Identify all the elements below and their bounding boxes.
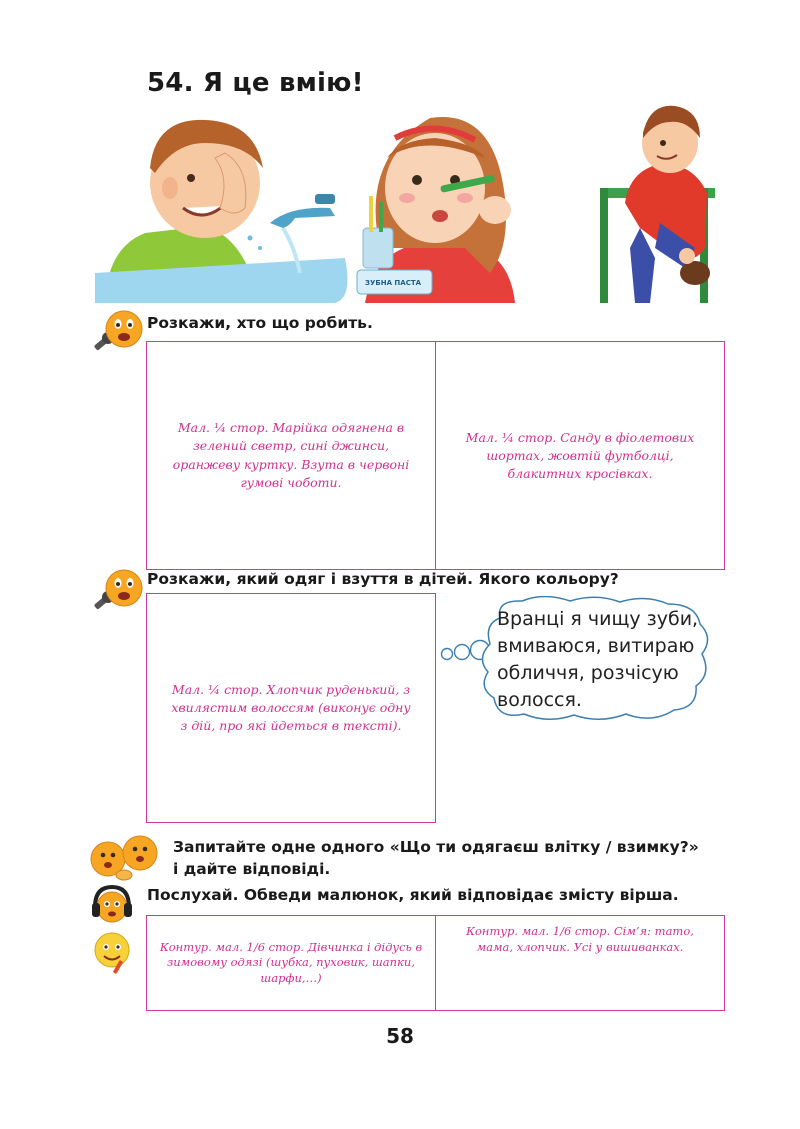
section3-line-2: і дайте відповіді. (173, 860, 331, 878)
thought-line-4: волосся. (497, 689, 582, 711)
speaking-emoji-icon (88, 307, 144, 363)
boy-putting-on-shoe-figure (600, 106, 715, 303)
placeholder-box-bottom-left (146, 915, 436, 1011)
thought-line-3: обличчя, розчісую (497, 662, 679, 684)
headphones-emoji-icon (90, 883, 134, 927)
thought-line-2: вмиваюся, витираю (497, 635, 695, 657)
page-number: 58 (386, 1024, 414, 1048)
placeholder-note: Мал. ¼ стор. Марійка одягнена в зелений светр, сині джинси, оранжеву куртку. Взута в червоні гумові чоботи. (172, 420, 410, 490)
toothpaste-label: ЗУБНА ПАСТА (365, 279, 422, 287)
speaking-emoji-icon (88, 566, 144, 622)
section4-heading: Послухай. Обведи малюнок, який відповідає змісту вірша. (147, 886, 679, 904)
placeholder-box-top-right (435, 341, 725, 570)
placeholder-note: Мал. ¼ стор. Санду в фіолетових шортах, жовтій футболці, блакитних кросівках. (465, 430, 695, 482)
placeholder-box-bottom-right (435, 915, 725, 1011)
placeholder-note: Мал. ¼ стор. Хлопчик руденький, з хвилястим волоссям (виконує одну з дій, про які йдеться в тексті). (171, 681, 411, 734)
drawing-emoji-icon (90, 930, 134, 976)
children-routines-illustration (95, 98, 735, 303)
section1-heading: Розкажи, хто що робить. (147, 314, 373, 332)
placeholder-box-middle-left (146, 593, 436, 823)
thought-line-1: Вранці я чищу зуби, (497, 608, 699, 630)
placeholder-note: Контур. мал. 1/6 стор. Дівчинка і дідусь в зимовому одязі (шубка, пуховик, шапки, шарфи,…) (159, 939, 423, 985)
girl-brushing-teeth-figure (357, 117, 515, 303)
thought-bubble-text (497, 606, 698, 714)
pair-talking-emoji-icon (88, 833, 168, 885)
page-title: 54. Я це вмію! (147, 68, 364, 98)
placeholder-box-top-left (146, 341, 436, 570)
placeholder-note: Контур. мал. 1/6 стор. Сім’я: тато, мама, хлопчик. Усі у вишиванках. (466, 924, 694, 954)
section3-line-1: Запитайте одне одного «Що ти одягаєш влітку / взимку?» (173, 838, 699, 856)
boy-washing-face-figure (95, 120, 347, 303)
section2-heading: Розкажи, який одяг і взуття в дітей. Якого кольору? (147, 570, 619, 588)
